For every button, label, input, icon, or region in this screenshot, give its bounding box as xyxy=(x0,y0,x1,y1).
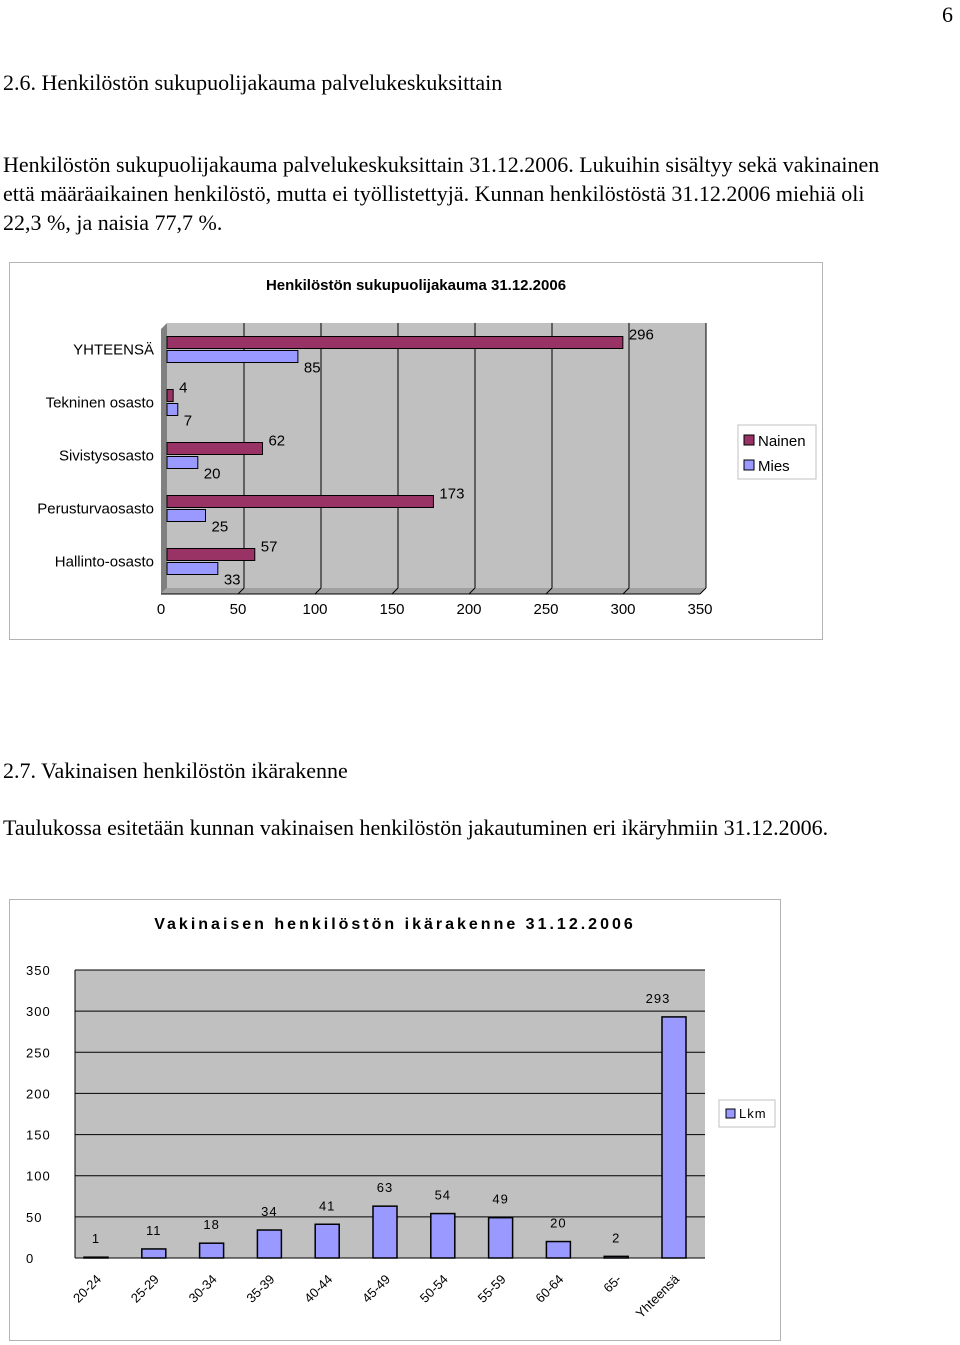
bar-lkm xyxy=(373,1206,397,1258)
data-label: 34 xyxy=(261,1204,278,1220)
section-heading-2-6: 2.6. Henkilöstön sukupuolijakauma palvelukeskuksittain xyxy=(3,70,503,95)
bar-nainen xyxy=(167,549,255,561)
x-tick-label: 40-44 xyxy=(301,1271,336,1306)
y-tick-label: 250 xyxy=(26,1045,51,1061)
page-number: 6 xyxy=(942,2,953,27)
plot-side-wall xyxy=(161,323,167,594)
bar-nainen xyxy=(167,390,173,402)
data-label-mies: 7 xyxy=(183,412,193,430)
data-label-nainen: 62 xyxy=(268,432,286,450)
gender-distribution-chart xyxy=(10,263,822,639)
legend xyxy=(719,1100,775,1127)
bar-lkm xyxy=(84,1257,108,1258)
y-tick-label: 100 xyxy=(26,1168,51,1184)
x-tick-label: 20-24 xyxy=(70,1271,105,1306)
chart-title: Vakinaisen henkilöstön ikärakenne 31.12.2006 xyxy=(154,916,636,933)
bar-mies xyxy=(167,563,218,575)
bar-lkm xyxy=(431,1214,455,1258)
bar-mies xyxy=(167,404,178,416)
x-tick-label: 50-54 xyxy=(416,1271,451,1306)
bar-lkm xyxy=(315,1224,339,1258)
x-tick-label: 350 xyxy=(687,601,713,618)
data-label: 293 xyxy=(645,990,671,1006)
category-label: YHTEENSÄ xyxy=(73,341,154,359)
data-label-nainen: 4 xyxy=(179,379,188,397)
bar-mies xyxy=(167,351,298,363)
y-tick-label: 150 xyxy=(26,1127,51,1143)
section-paragraph-2-7: Taulukossa esitetään kunnan vakinaisen henkilöstön jakautuminen eri ikäryhmiin 31.12.2006. xyxy=(3,815,829,840)
bar-lkm xyxy=(200,1243,224,1258)
age-structure-chart xyxy=(10,900,780,1340)
x-tick-label: 65- xyxy=(600,1271,625,1296)
data-label: 63 xyxy=(376,1180,394,1196)
bar-lkm xyxy=(257,1230,281,1258)
data-label-mies: 85 xyxy=(303,359,321,377)
bar-nainen xyxy=(167,496,433,508)
bar-mies xyxy=(167,510,206,522)
data-label: 54 xyxy=(434,1187,452,1203)
legend-swatch xyxy=(744,460,754,470)
x-tick-label: 200 xyxy=(456,601,482,618)
x-tick-label: Yhteensä xyxy=(632,1271,683,1321)
category-label: Perusturvaosasto xyxy=(37,500,154,518)
section-heading-2-7: 2.7. Vakinaisen henkilöstön ikärakenne xyxy=(3,758,348,783)
chart-title: Henkilöstön sukupuolijakauma 31.12.2006 xyxy=(265,277,567,294)
data-label: 11 xyxy=(146,1222,162,1238)
paragraph-line: Henkilöstön sukupuolijakauma palvelukeskuksittain 31.12.2006. Lukuihin sisältyy sekä vakinainen xyxy=(3,152,880,177)
category-label: Sivistysosasto xyxy=(58,447,154,465)
gender-chart-frame xyxy=(9,262,823,640)
x-tick-label: 35-39 xyxy=(243,1271,278,1306)
data-label-nainen: 57 xyxy=(260,538,278,556)
category-label: Tekninen osasto xyxy=(45,394,154,412)
legend-label: Nainen xyxy=(758,433,806,450)
data-label-nainen: 296 xyxy=(628,326,654,344)
legend-swatch xyxy=(744,435,754,445)
data-label: 2 xyxy=(612,1230,621,1246)
x-tick-label: 55-59 xyxy=(474,1271,509,1306)
y-tick-label: 300 xyxy=(26,1004,51,1020)
bar-nainen xyxy=(167,443,262,455)
legend xyxy=(738,425,816,479)
data-label-mies: 25 xyxy=(211,518,229,536)
x-tick-label: 0 xyxy=(156,601,166,618)
y-tick-label: 200 xyxy=(26,1086,51,1102)
y-tick-label: 0 xyxy=(26,1251,35,1266)
x-tick-label: 25-29 xyxy=(127,1271,162,1306)
y-tick-label: 350 xyxy=(26,963,51,978)
bar-lkm xyxy=(546,1242,570,1258)
data-label: 1 xyxy=(91,1231,101,1247)
x-tick-label: 250 xyxy=(533,601,559,618)
bar-lkm xyxy=(662,1017,686,1258)
data-label-nainen: 173 xyxy=(439,485,465,503)
bar-lkm xyxy=(142,1249,166,1258)
data-label: 41 xyxy=(318,1198,336,1214)
x-tick-label: 150 xyxy=(379,601,405,618)
legend-label: Lkm xyxy=(739,1106,767,1121)
bar-mies xyxy=(167,457,198,469)
bar-lkm xyxy=(604,1256,628,1258)
data-label-mies: 33 xyxy=(223,571,241,589)
x-tick-label: 100 xyxy=(302,601,328,618)
category-label: Hallinto-osasto xyxy=(54,553,154,571)
data-label-mies: 20 xyxy=(203,465,221,483)
legend-swatch xyxy=(726,1109,735,1118)
paragraph-line: 22,3 %, ja naisia 77,7 %. xyxy=(3,210,223,235)
section-paragraph-2-6 xyxy=(3,150,953,237)
age-chart-frame xyxy=(9,899,781,1341)
legend-label: Mies xyxy=(758,458,790,475)
x-tick-label: 50 xyxy=(229,601,247,618)
paragraph-line: että määräaikainen henkilöstö, mutta ei työllistettyjä. Kunnan henkilöstöstä 31.12.2006 miehiä oli xyxy=(3,181,865,206)
x-tick-label: 60-64 xyxy=(532,1271,567,1306)
data-label: 49 xyxy=(492,1191,509,1207)
x-tick-label: 300 xyxy=(610,601,636,618)
y-tick-label: 50 xyxy=(26,1209,43,1225)
bar-nainen xyxy=(167,337,623,349)
bar-lkm xyxy=(489,1218,513,1258)
data-label: 18 xyxy=(203,1217,220,1233)
x-tick-label: 45-49 xyxy=(359,1271,394,1306)
data-label: 20 xyxy=(550,1215,567,1231)
x-tick-label: 30-34 xyxy=(185,1271,220,1306)
